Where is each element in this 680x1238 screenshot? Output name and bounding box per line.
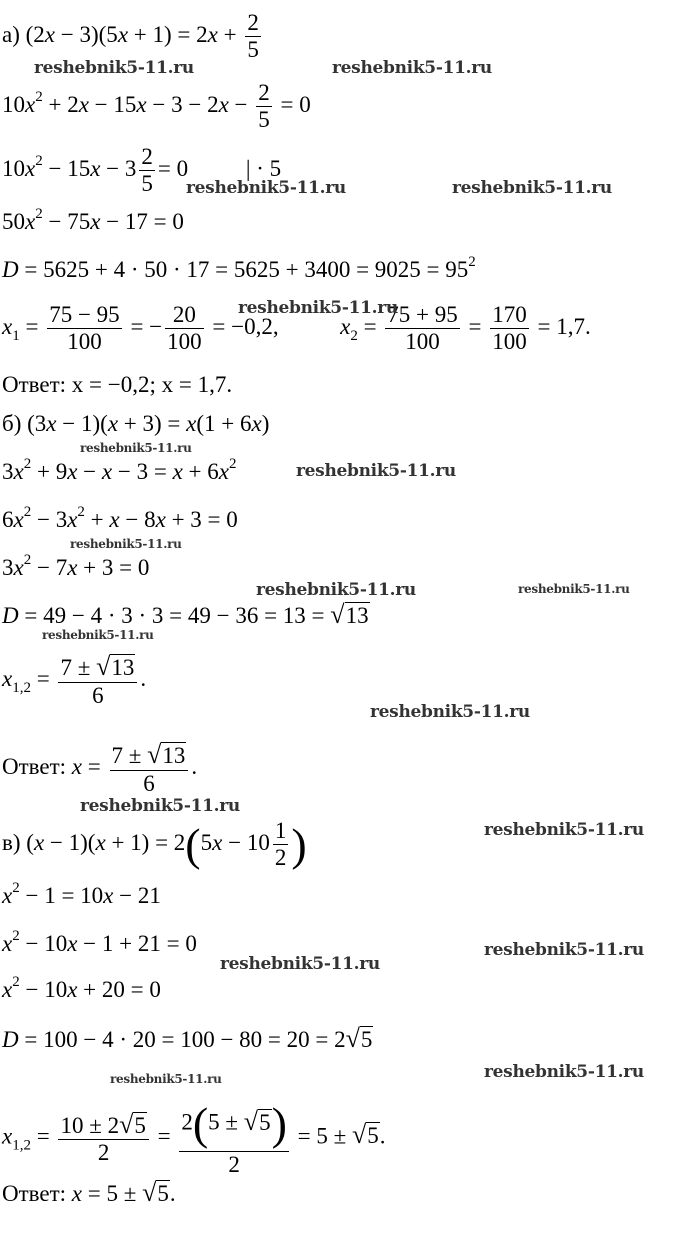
watermark: reshebnik5-11.ru (484, 940, 644, 960)
line-b3: $6x^2 - 3x^2 + x - 8x + 3 = 0$ (2, 504, 238, 532)
fraction: $\frac{2}{5}$ (247, 10, 259, 63)
watermark: reshebnik5-11.ru (238, 298, 398, 318)
sqrt: √5 (345, 1024, 373, 1053)
line-a4: $50x^2 - 75x - 17 = 0$ (2, 206, 184, 234)
fraction: $\frac{2}{5}$ (141, 144, 153, 197)
answer-b: Ответ: x = $\frac{7 \pm √13}{6}$ . (2, 740, 198, 796)
watermark: reshebnik5-11.ru (484, 1062, 644, 1082)
watermark: reshebnik5-11.ru (256, 580, 416, 600)
section-a-label: а) (2, 22, 20, 48)
watermark: reshebnik5-11.ru (80, 441, 192, 455)
sqrt: √13 (330, 600, 369, 629)
line-b5: D = 49 − 4 · 3 · 3 = 49 − 36 = 13 = √13 (2, 600, 369, 629)
section-b-label: б) (2, 411, 22, 436)
line-c1: в) (x − 1)(x + 1) = 2(5x − 10 $\frac{1}{2}$ ) (2, 818, 307, 871)
line-b6: $x_{1,2}$ = $\frac{7 \pm √13}{6}$ . (2, 652, 147, 708)
line-b4: $3x^2 - 7x + 3 = 0$ (2, 552, 150, 580)
line-c5: D = 100 − 4 · 20 = 100 − 80 = 20 = 2√5 (2, 1024, 373, 1053)
fraction: $\frac{10 \pm 2√5}{2}$ (58, 1110, 148, 1167)
line-c2: $x^2 - 1 = 10x - 21$ (2, 880, 161, 908)
line-b2: $3x^2 + 9x - x - 3 = x + 6x^2$ (2, 456, 237, 484)
watermark: reshebnik5-11.ru (518, 582, 630, 596)
watermark: reshebnik5-11.ru (110, 1072, 222, 1086)
line-a6: $x_1$ = $\frac{75 - 95}{100}$ = − $\frac{20}{100}$ = −0,2, $x_2$ = $\frac{75 + 95}{100}$ = $\frac{170}{100}$ = 1,7. (2, 302, 591, 355)
fraction: $\frac{75 - 95}{100}$ (49, 302, 120, 355)
line-c3: $x^2 - 10x - 1 + 21 = 0$ (2, 928, 197, 956)
watermark: reshebnik5-11.ru (332, 58, 492, 78)
watermark: reshebnik5-11.ru (70, 537, 182, 551)
watermark: reshebnik5-11.ru (220, 954, 380, 974)
line-a2: $10x^2 + 2x - 15x - 3 - 2x$ − $\frac{2}{5}$ = 0 (2, 80, 311, 133)
watermark: reshebnik5-11.ru (370, 702, 530, 722)
watermark: reshebnik5-11.ru (42, 628, 154, 642)
answer-a-value: x = −0,2; x = 1,7. (71, 372, 233, 397)
answer-c: Ответ: x = 5 ± √5. (2, 1178, 176, 1207)
fraction: $\frac{20}{100}$ (167, 302, 202, 355)
fraction: $\frac{1}{2}$ (274, 818, 287, 871)
answer-c-label: Ответ: (2, 1181, 67, 1206)
answer-a-label: Ответ: (2, 372, 67, 397)
line-c6: $x_{1,2}$ = $\frac{10 \pm 2√5}{2}$ = $\frac{2(5 \pm √5)}{2}$ = 5 ± √5. (2, 1098, 386, 1177)
watermark: reshebnik5-11.ru (34, 58, 194, 78)
section-c-label: в) (2, 830, 21, 856)
watermark: reshebnik5-11.ru (484, 820, 644, 840)
sqrt: √5 (352, 1120, 379, 1150)
fraction: $\frac{2(5 \pm √5)}{2}$ (181, 1098, 287, 1177)
line-c4: $x^2 - 10x + 20 = 0$ (2, 974, 161, 1002)
watermark: reshebnik5-11.ru (452, 178, 612, 198)
fraction: $\frac{2}{5}$ (258, 80, 270, 133)
fraction: $\frac{75 + 95}{100}$ (387, 302, 458, 355)
line-a3: $10x^2 - 15x - 3$ $\frac{2}{5}$ = 0 | · 5 (2, 144, 282, 197)
answer-a (2, 373, 232, 396)
sqrt: √5 (142, 1178, 169, 1207)
answer-b-label: Ответ: (2, 753, 67, 779)
fraction: $\frac{170}{100}$ (492, 302, 527, 355)
line-a5: $D = 5625 + 4 \cdot 50 \cdot 17 = 5625 + 3400 = 9025 = 95^2$ (2, 254, 476, 282)
fraction: $\frac{7 \pm √13}{6}$ (58, 652, 137, 709)
line-a1: а) (2x − 3)(5x + 1) = 2x + $\frac{2}{5}$ (2, 10, 259, 63)
fraction: $\frac{7 \pm √13}{6}$ (110, 740, 189, 797)
line-b1: б) (3x − 1)(x + 3) = x(1 + 6x) (2, 411, 270, 436)
watermark: reshebnik5-11.ru (186, 178, 346, 198)
watermark: reshebnik5-11.ru (296, 461, 456, 481)
watermark: reshebnik5-11.ru (80, 796, 240, 816)
